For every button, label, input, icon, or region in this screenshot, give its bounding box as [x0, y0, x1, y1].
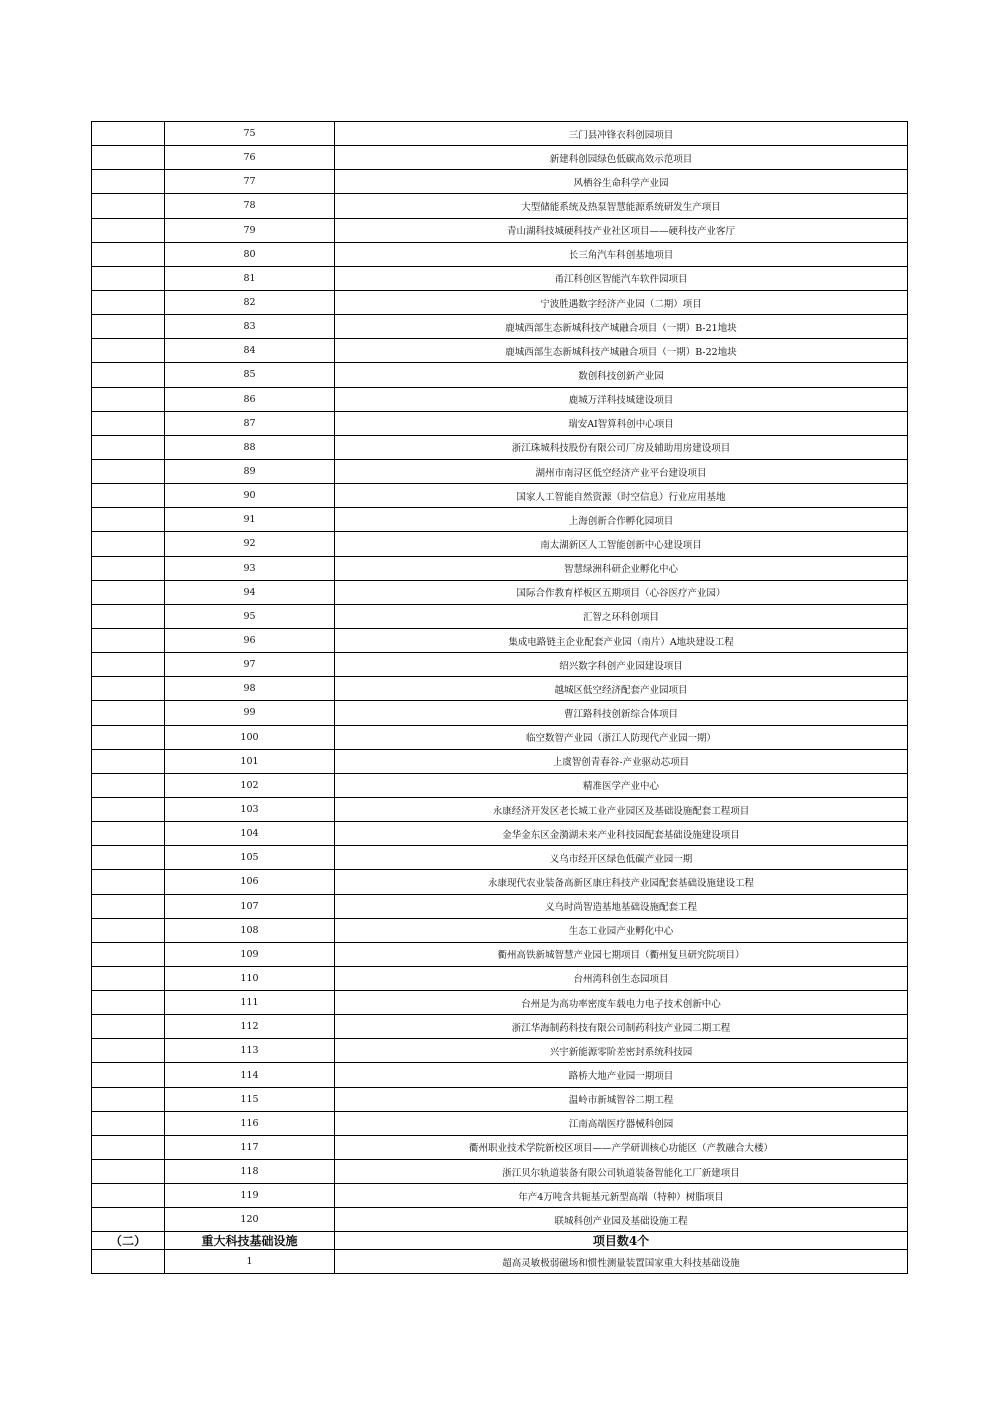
- category-cell: [92, 1250, 165, 1274]
- project-name: 鹿城西部生态新城科技产城融合项目（一期）B-21地块: [335, 315, 908, 339]
- row-number: 90: [165, 484, 335, 508]
- row-number: 85: [165, 363, 335, 387]
- project-name: 义乌时尚智造基地基础设施配套工程: [335, 894, 908, 918]
- row-number: 119: [165, 1184, 335, 1208]
- table-row: [92, 1160, 908, 1184]
- table-row: [92, 1111, 908, 1135]
- project-name: 兴宇新能源零阶差密封系统科技园: [335, 1039, 908, 1063]
- category-cell: [92, 580, 165, 604]
- category-cell: [92, 797, 165, 821]
- project-name: 浙江华海制药科技有限公司制药科技产业园二期工程: [335, 1015, 908, 1039]
- table-row: [92, 966, 908, 990]
- table-row: [92, 725, 908, 749]
- table-row: [92, 846, 908, 870]
- category-cell: [92, 339, 165, 363]
- row-number: 116: [165, 1111, 335, 1135]
- category-cell: [92, 725, 165, 749]
- category-cell: [92, 146, 165, 170]
- section-count: 项目数4个: [335, 1232, 908, 1250]
- row-number: 109: [165, 942, 335, 966]
- project-name: 浙江珠城科技股份有限公司厂房及辅助用房建设项目: [335, 435, 908, 459]
- project-name: 鹿城西部生态新城科技产城融合项目（一期）B-22地块: [335, 339, 908, 363]
- table-row: [92, 1184, 908, 1208]
- table-row: [92, 170, 908, 194]
- table-row: [92, 870, 908, 894]
- table-row: [92, 411, 908, 435]
- category-cell: [92, 315, 165, 339]
- table-row: [92, 797, 908, 821]
- project-name: 上虞智创青春谷-产业驱动芯项目: [335, 749, 908, 773]
- project-name: 甬江科创区智能汽车软件园项目: [335, 266, 908, 290]
- row-number: 120: [165, 1208, 335, 1232]
- project-name: 三门县冲锋衣科创园项目: [335, 122, 908, 146]
- project-name: 临空数智产业园（浙江人防现代产业园一期）: [335, 725, 908, 749]
- table-row: [92, 532, 908, 556]
- category-cell: [92, 484, 165, 508]
- category-cell: [92, 266, 165, 290]
- table-row: [92, 194, 908, 218]
- table-row: [92, 894, 908, 918]
- table-row: [92, 484, 908, 508]
- row-number: 87: [165, 411, 335, 435]
- row-number: 95: [165, 604, 335, 628]
- row-number: 107: [165, 894, 335, 918]
- table-row: [92, 387, 908, 411]
- table-row: [92, 315, 908, 339]
- category-cell: [92, 822, 165, 846]
- category-cell: [92, 1087, 165, 1111]
- table-row: [92, 459, 908, 483]
- project-name: 台州湾科创生态园项目: [335, 966, 908, 990]
- table-row: [92, 991, 908, 1015]
- project-name: 绍兴数字科创产业园建设项目: [335, 653, 908, 677]
- table-row: [92, 363, 908, 387]
- project-name: 台州是为高功率密度车载电力电子技术创新中心: [335, 991, 908, 1015]
- table-row: [92, 242, 908, 266]
- row-number: 97: [165, 653, 335, 677]
- row-number: 117: [165, 1135, 335, 1159]
- row-number: 82: [165, 290, 335, 314]
- category-cell: [92, 894, 165, 918]
- project-name: 湖州市南浔区低空经济产业平台建设项目: [335, 459, 908, 483]
- project-name: 宁波胜遇数字经济产业园（二期）项目: [335, 290, 908, 314]
- category-cell: [92, 387, 165, 411]
- table-row: [92, 749, 908, 773]
- table-row: [92, 580, 908, 604]
- row-number: 92: [165, 532, 335, 556]
- row-number: 91: [165, 508, 335, 532]
- category-cell: [92, 677, 165, 701]
- project-name: 曹江路科技创新综合体项目: [335, 701, 908, 725]
- project-name: 温岭市新城智谷二期工程: [335, 1087, 908, 1111]
- project-name: 汇智之环科创项目: [335, 604, 908, 628]
- project-name: 智慧绿洲科研企业孵化中心: [335, 556, 908, 580]
- row-number: 81: [165, 266, 335, 290]
- category-cell: [92, 773, 165, 797]
- category-cell: [92, 1135, 165, 1159]
- category-cell: [92, 508, 165, 532]
- row-number: 106: [165, 870, 335, 894]
- section-row: [92, 1232, 908, 1250]
- row-number: 102: [165, 773, 335, 797]
- row-number: 84: [165, 339, 335, 363]
- project-name: 新建科创园绿色低碳高效示范项目: [335, 146, 908, 170]
- table-row: [92, 1015, 908, 1039]
- category-cell: [92, 966, 165, 990]
- category-cell: [92, 218, 165, 242]
- category-cell: [92, 290, 165, 314]
- row-number: 80: [165, 242, 335, 266]
- table-row: [92, 122, 908, 146]
- category-cell: [92, 918, 165, 942]
- row-number: 75: [165, 122, 335, 146]
- project-name: 精准医学产业中心: [335, 773, 908, 797]
- row-number: 79: [165, 218, 335, 242]
- table-row: [92, 1250, 908, 1274]
- category-cell: [92, 532, 165, 556]
- project-name: 越城区低空经济配套产业园项目: [335, 677, 908, 701]
- table-row: [92, 290, 908, 314]
- category-cell: [92, 604, 165, 628]
- project-name: 长三角汽车科创基地项目: [335, 242, 908, 266]
- table-row: [92, 918, 908, 942]
- project-name: 衢州高铁新城智慧产业园七期项目（衢州复旦研究院项目）: [335, 942, 908, 966]
- table-row: [92, 435, 908, 459]
- category-cell: [92, 435, 165, 459]
- project-name: 江南高端医疗器械科创园: [335, 1111, 908, 1135]
- category-cell: [92, 242, 165, 266]
- category-cell: [92, 1111, 165, 1135]
- category-cell: [92, 1208, 165, 1232]
- category-cell: [92, 1039, 165, 1063]
- category-cell: [92, 194, 165, 218]
- row-number: 115: [165, 1087, 335, 1111]
- project-name: 鹿城万洋科技城建设项目: [335, 387, 908, 411]
- row-number: 104: [165, 822, 335, 846]
- project-name: 义乌市经开区绿色低碳产业园一期: [335, 846, 908, 870]
- category-cell: [92, 653, 165, 677]
- category-cell: [92, 122, 165, 146]
- row-number: 110: [165, 966, 335, 990]
- row-number: 93: [165, 556, 335, 580]
- category-cell: [92, 556, 165, 580]
- table-row: [92, 146, 908, 170]
- row-number: 98: [165, 677, 335, 701]
- category-cell: [92, 1015, 165, 1039]
- project-name: 国际合作教育样板区五期项目（心谷医疗产业园）: [335, 580, 908, 604]
- table-row: [92, 218, 908, 242]
- project-table-body: [92, 122, 908, 1274]
- table-row: [92, 942, 908, 966]
- category-cell: [92, 170, 165, 194]
- project-name: 衢州职业技术学院新校区项目——产学研训核心功能区（产教融合大楼）: [335, 1135, 908, 1159]
- category-cell: [92, 628, 165, 652]
- table-row: [92, 628, 908, 652]
- project-name: 生态工业园产业孵化中心: [335, 918, 908, 942]
- table-row: [92, 773, 908, 797]
- row-number: 86: [165, 387, 335, 411]
- row-number: 76: [165, 146, 335, 170]
- category-cell: [92, 942, 165, 966]
- row-number: 114: [165, 1063, 335, 1087]
- table-row: [92, 1063, 908, 1087]
- project-name: 上海创新合作孵化园项目: [335, 508, 908, 532]
- project-name: 南太湖新区人工智能创新中心建设项目: [335, 532, 908, 556]
- row-number: 118: [165, 1160, 335, 1184]
- table-row: [92, 1208, 908, 1232]
- row-number: 105: [165, 846, 335, 870]
- row-number: 78: [165, 194, 335, 218]
- row-number: 108: [165, 918, 335, 942]
- table-row: [92, 266, 908, 290]
- project-name: 国家人工智能自然资源（时空信息）行业应用基地: [335, 484, 908, 508]
- row-number: 77: [165, 170, 335, 194]
- project-name: 青山湖科技城硬科技产业社区项目——硬科技产业客厅: [335, 218, 908, 242]
- category-cell: [92, 411, 165, 435]
- project-name: 超高灵敏极弱磁场和惯性测量装置国家重大科技基础设施: [335, 1250, 908, 1274]
- project-name: 集成电路链主企业配套产业园（南片）A地块建设工程: [335, 628, 908, 652]
- table-row: [92, 508, 908, 532]
- row-number: 99: [165, 701, 335, 725]
- table-row: [92, 1087, 908, 1111]
- row-number: 100: [165, 725, 335, 749]
- table-row: [92, 653, 908, 677]
- project-name: 瑞安AI智算科创中心项目: [335, 411, 908, 435]
- category-cell: [92, 749, 165, 773]
- row-number: 88: [165, 435, 335, 459]
- project-table: [91, 121, 908, 1274]
- project-name: 数创科技创新产业园: [335, 363, 908, 387]
- section-title: 重大科技基础设施: [165, 1232, 335, 1250]
- project-name: 风栖谷生命科学产业园: [335, 170, 908, 194]
- project-name: 永康经济开发区老长城工业产业园区及基础设施配套工程项目: [335, 797, 908, 821]
- table-row: [92, 1135, 908, 1159]
- row-number: 103: [165, 797, 335, 821]
- category-cell: [92, 846, 165, 870]
- table-row: [92, 701, 908, 725]
- row-number: 94: [165, 580, 335, 604]
- table-row: [92, 1039, 908, 1063]
- category-cell: [92, 701, 165, 725]
- table-row: [92, 604, 908, 628]
- table-row: [92, 556, 908, 580]
- project-name: 永康现代农业装备高新区康庄科技产业园配套基础设施建设工程: [335, 870, 908, 894]
- row-number: 1: [165, 1250, 335, 1274]
- table-row: [92, 677, 908, 701]
- row-number: 113: [165, 1039, 335, 1063]
- row-number: 89: [165, 459, 335, 483]
- category-cell: [92, 991, 165, 1015]
- category-cell: [92, 1184, 165, 1208]
- row-number: 101: [165, 749, 335, 773]
- project-name: 金华金东区金漪湖未来产业科技园配套基础设施建设项目: [335, 822, 908, 846]
- section-index: （二）: [92, 1232, 165, 1250]
- row-number: 96: [165, 628, 335, 652]
- table-row: [92, 339, 908, 363]
- row-number: 111: [165, 991, 335, 1015]
- category-cell: [92, 363, 165, 387]
- project-name: 路桥大地产业园一期项目: [335, 1063, 908, 1087]
- category-cell: [92, 1063, 165, 1087]
- category-cell: [92, 459, 165, 483]
- table-row: [92, 822, 908, 846]
- project-name: 年产4万吨含共轭基元新型高端（特种）树脂项目: [335, 1184, 908, 1208]
- category-cell: [92, 870, 165, 894]
- row-number: 83: [165, 315, 335, 339]
- project-name: 浙江贝尔轨道装备有限公司轨道装备智能化工厂新建项目: [335, 1160, 908, 1184]
- category-cell: [92, 1160, 165, 1184]
- project-name: 大型储能系统及热泵智慧能源系统研发生产项目: [335, 194, 908, 218]
- project-name: 联城科创产业园及基础设施工程: [335, 1208, 908, 1232]
- row-number: 112: [165, 1015, 335, 1039]
